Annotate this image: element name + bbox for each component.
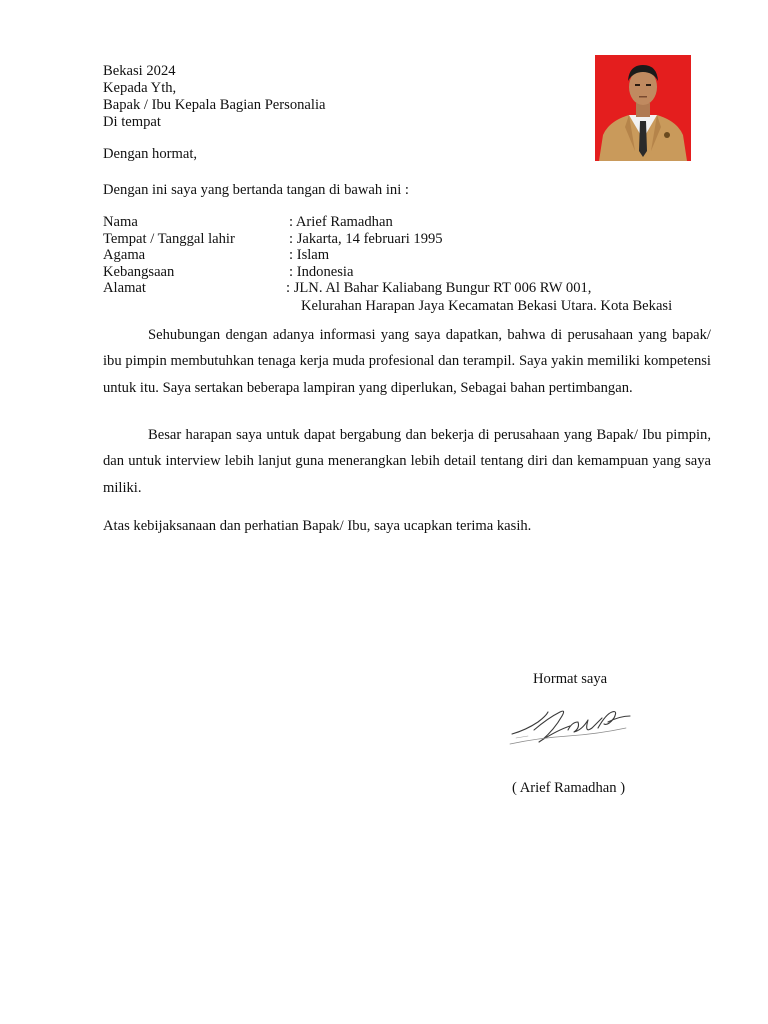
greeting: Dengan hormat, [103,146,198,162]
identity-label: Agama [103,247,146,264]
identity-value: : JLN. Al Bahar Kaliabang Bungur RT 006 RW 001, [286,280,592,297]
address-continuation: Kelurahan Harapan Jaya Kecamatan Bekasi Utara. Kota Bekasi [301,298,673,314]
body-paragraph-1 [103,322,711,401]
identity-value: : Jakarta, 14 februari 1995 [289,230,443,247]
closing-line: Atas kebijaksanaan dan perhatian Bapak/ Ibu, saya ucapkan terima kasih. [103,518,532,534]
to-line: Kepada Yth, [103,80,177,96]
signer-name: ( Arief Ramadhan ) [512,780,626,796]
applicant-portrait [595,55,691,161]
place-date: Bekasi 2024 [103,63,176,79]
identity-value: : Indonesia [289,263,354,280]
letter-header [103,63,325,131]
recipient: Bapak / Ibu Kepala Bagian Personalia [103,97,326,113]
signature-image [508,700,634,760]
paragraph-text: Besar harapan saya untuk dapat bergabung dan bekerja di perusahaan yang Bapak/ Ibu pimpin, dan untuk interview lebih lanjut guna menerangkan lebih detail tentang diri dan kemampuan yang saya miliki. [103,427,711,496]
identity-label: Tempat / Tanggal lahir [103,230,235,247]
intro-line: Dengan ini saya yang bertanda tangan di bawah ini : [103,182,409,198]
identity-value: : Arief Ramadhan [289,214,393,230]
sign-off: Hormat saya [533,671,608,687]
body-paragraph-2 [103,422,711,501]
applicant-photo [595,55,691,161]
identity-label: Alamat [103,280,146,297]
recipient-location: Di tempat [103,114,161,130]
identity-value: : Islam [289,247,330,264]
paragraph-text: Sehubungan dengan adanya informasi yang saya dapatkan, bahwa di perusahaan yang bapak/ ibu pimpin membutuhkan tenaga kerja muda profesional dan terampil. Saya yakin memiliki kompetensi untuk itu. Saya sertakan beberapa lampiran yang diperlukan, Sebagai bahan pertimbangan. [103,327,711,396]
identity-label: Nama [103,214,138,230]
identity-label: Kebangsaan [103,263,175,280]
